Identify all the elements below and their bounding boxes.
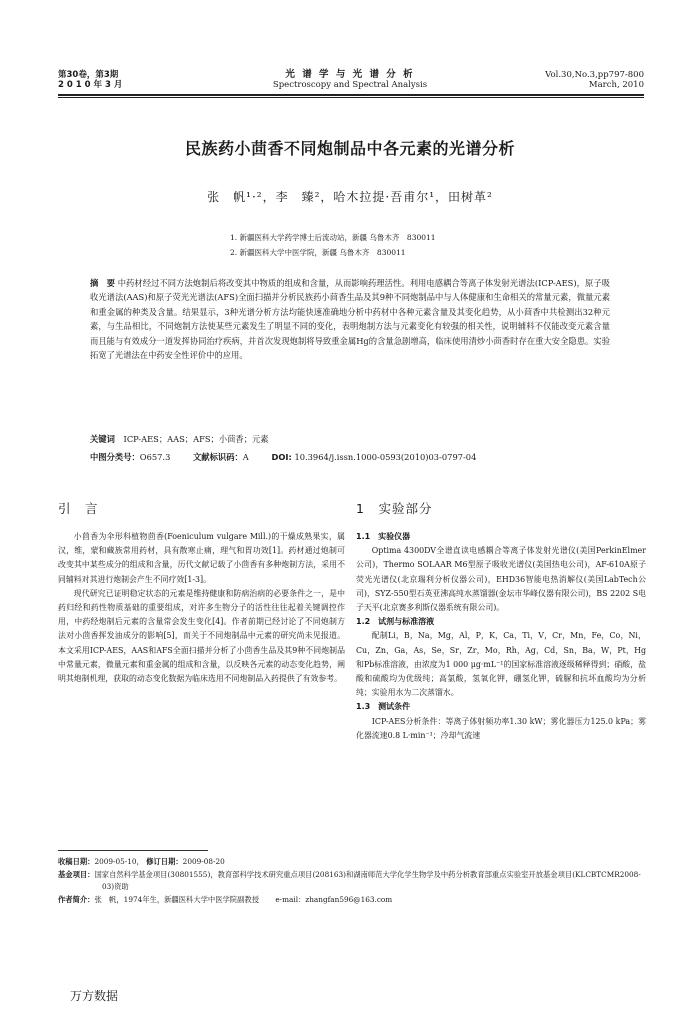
doc-label: 文献标识码： bbox=[193, 452, 243, 462]
received-date: 2009-05-10， bbox=[94, 857, 144, 866]
date-en: March, 2010 bbox=[588, 80, 644, 90]
fund-text: 国家自然科学基金项目(30801555)，教育部科学技术研究重点项目(208163)和湖南师范大学化学生物学及中药分析教育部重点实验室开放基金项目(KLCBTCMR2008-03)资助 bbox=[94, 869, 641, 891]
subsection-1-3-text: ICP-AES分析条件：等离子体射频功率1.30 kW；雾化器压力125.0 kPa；雾化器流速0.8 L·min⁻¹；冷却气流速 bbox=[356, 716, 646, 740]
intro-paragraph-2: 现代研究已证明稳定状态的元素是维持健康和防病治病的必要条件之一，是中药归经和药性物质基础的重要组成，对许多生物分子的活性往往起着关键调控作用，中药经炮制后元素的含量常会发生变化[4]。作者前期已经讨论了不同炮制方法对小茴香挥发油成分的影响[5]，而关于不同炮制品中元素的研究尚未见报道。本文采用ICP-AES，AAS和AFS全面扫描并分析了小茴香生品及其9种不同炮制品中常量元素，微量元素和重金属的组成和含量，以反映各元素的动态变化趋势，阐明其炮制机理，获取的动态变化数据为临床选用不同炮制品入药提供了有效参考。 bbox=[58, 588, 345, 684]
page-title: 民族药小茴香不同炮制品中各元素的光谱分析 bbox=[184, 139, 515, 158]
author-email: e-mail：zhangfan596@163.com bbox=[275, 894, 393, 904]
abstract-label: 摘 要 bbox=[90, 278, 116, 288]
keywords bbox=[90, 433, 269, 445]
footnote-fund bbox=[58, 869, 648, 894]
footnote-author bbox=[58, 894, 648, 907]
subsection-1-3-title: 1.3 测试条件 bbox=[356, 702, 411, 712]
intro-heading: 引 言 bbox=[58, 501, 99, 516]
keywords-label: 关键词 bbox=[90, 434, 115, 444]
authors: 张 帆¹·²，李 臻²，哈木拉提·吾甫尔¹，田树革² bbox=[207, 190, 493, 204]
abstract bbox=[90, 276, 610, 362]
doi-label: DOI: bbox=[271, 452, 292, 462]
subsection-1-1-text: Optima 4300DV全谱直读电感耦合等离子体发射光谱仪(美国PerkinElmer公司)，Thermo SOLAAR M6型原子吸收光谱仪(美国热电公司)，AF-610A原子荧光光谱仪(北京瑞利分析仪器公司)，EHD36智能电热消解仪(美国LabTech公司)，SYZ-550型石英亚沸高纯水蒸馏器(金坛市华峰仪器有限公司)，BS 2202 S电子天平(北京赛多利斯仪器系统有限公司)。 bbox=[356, 546, 646, 613]
author-bio-label: 作者简介： bbox=[58, 894, 95, 904]
footnotes bbox=[58, 856, 648, 906]
doc-value: A bbox=[242, 452, 249, 462]
watermark: 万方数据 bbox=[70, 989, 119, 1003]
doi-value: 10.3964/j.issn.1000-0593(2010)03-0797-04 bbox=[294, 452, 477, 462]
section-1-heading: 1 实验部分 bbox=[356, 501, 433, 516]
clc-value: O657.3 bbox=[139, 452, 171, 462]
journal-cn: 光 谱 学 与 光 谱 分 析 bbox=[285, 69, 415, 80]
received-label: 收稿日期： bbox=[58, 857, 95, 866]
volume-en: Vol.30,No.3,pp797-800 bbox=[545, 70, 644, 80]
footnote-rule bbox=[58, 850, 208, 851]
fund-label: 基金项目： bbox=[58, 869, 95, 879]
revised-label: 修订日期： bbox=[146, 857, 183, 866]
section-1-body bbox=[356, 530, 646, 743]
affiliation-2: 2. 新疆医科大学中医学院，新疆 乌鲁木齐 830011 bbox=[230, 248, 406, 257]
volume-cn: 第30卷，第3期 bbox=[58, 70, 119, 80]
header-rule bbox=[58, 94, 644, 96]
header-rule-thin bbox=[58, 97, 644, 98]
clc-label: 中图分类号： bbox=[90, 452, 140, 462]
header-volume-en bbox=[545, 70, 644, 90]
intro-body bbox=[58, 530, 345, 686]
subsection-1-1-title: 1.1 实验仪器 bbox=[356, 532, 411, 541]
affiliation-1: 1. 新疆医科大学药学博士后流动站，新疆 乌鲁木齐 830011 bbox=[230, 233, 436, 242]
author-bio: 张 帆，1974年生，新疆医科大学中医学院副教授 bbox=[94, 894, 259, 904]
revised-date: 2009-08-20 bbox=[182, 857, 225, 866]
abstract-text: 中药材经过不同方法炮制后将改变其中物质的组成和含量，从而影响药理活性。利用电感耦合等离子体发射光谱法(ICP-AES)，原子吸收光谱法(AAS)和原子荧光光谱法(AFS)全面扫描并分析民族药小茴香生品及其9种不同炮制品中与人体健康和生命相关的常量元素，微量元素和重金属的种类及含量。结果显示，3种光谱分析方法均能快速准确地分析中药材中各种元素含量及其变化趋势，从小茴香中共检测出32种元素，与生品相比，不同炮制方法使某些元素发生了明显不同的变化，表明炮制方法与元素变化有较强的相关性，说明辅料不仅能改变元素含量而且能与有效成分一道发挥协同治疗疾病，并首次发现炮制将导致重金属Hg的含量急剧增高，临床使用清炒小茴香时存在重大安全隐患。实验拓宽了光谱法在中药安全性评价中的应用。 bbox=[90, 278, 610, 361]
journal-en: Spectroscopy and Spectral Analysis bbox=[272, 80, 428, 90]
subsection-1-2-title: 1.2 试剂与标准溶液 bbox=[356, 617, 435, 627]
date-cn: 2 0 1 0 年 3 月 bbox=[58, 80, 123, 90]
subsection-1-2-text: 配制Li，B，Na，Mg，Al，P，K，Ca，Ti，V，Cr，Mn，Fe，Co，Ni，Cu，Zn，Ga，As，Se，Sr，Zr，Mo，Rh，Ag，Cd，Sn，Ba，W，Pt，Hg和Pb标准溶液，由浓度为1 000 μg·mL⁻¹的国家标准溶液逐级稀释得到；硝酸，盐酸和硫酸均为优级纯；高氯酸，氢氧化钾，硼氢化钾，硫脲和抗坏血酸均为分析纯；实验用水为二次蒸馏水。 bbox=[356, 631, 646, 698]
classification bbox=[90, 451, 476, 463]
keywords-text: ICP-AES；AAS；AFS；小茴香；元素 bbox=[123, 434, 269, 444]
footnote-dates bbox=[58, 856, 648, 869]
intro-paragraph-1: 小茴香为伞形科植物茴香(Foeniculum vulgare Mill.)的干燥成熟果实，属汉，维，蒙和藏族常用药材，具有散寒止痛，理气和胃功效[1]。药材通过炮制可改变其中某些成分的组成和含量，历代文献记载了小茴香有多种炮制方法，采用不同辅料对其进行炮制会产生不同疗效[1-3]。 bbox=[58, 532, 345, 584]
